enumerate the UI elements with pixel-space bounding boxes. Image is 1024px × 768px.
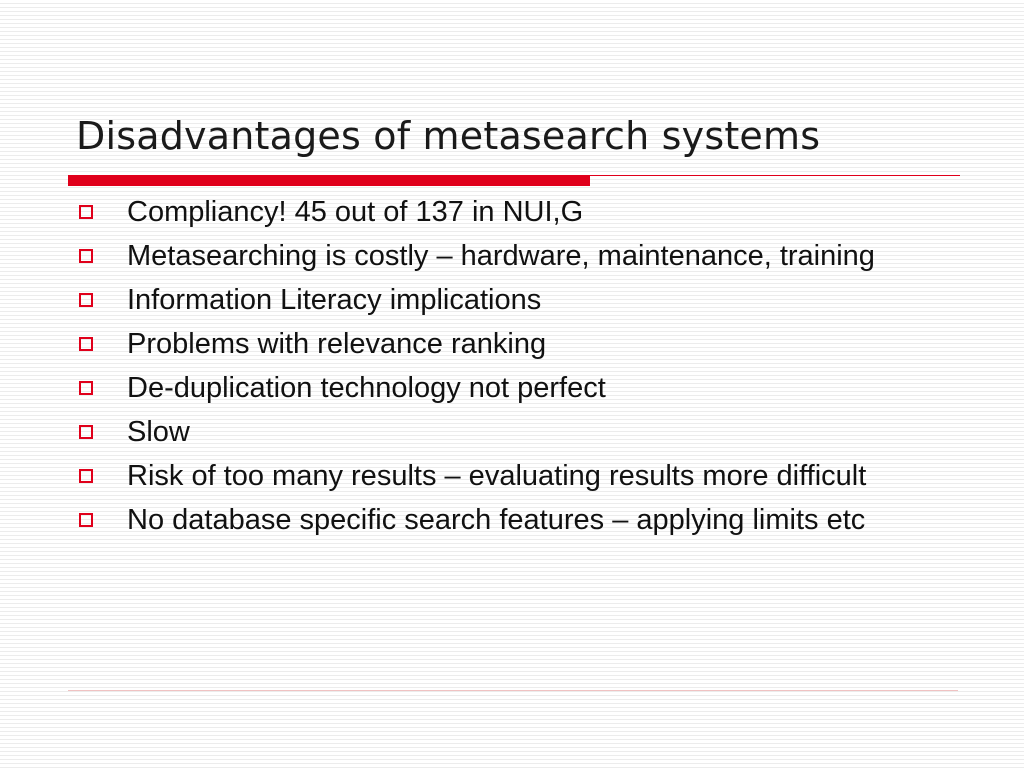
bullet-text: Risk of too many results – evaluating results more difficult [127,460,867,492]
bullet-list [78,196,958,548]
hollow-square-icon [79,469,93,483]
hollow-square-icon [79,205,93,219]
bullet-text: No database specific search features – applying limits etc [127,504,866,536]
bullet-item [78,196,958,229]
bullet-text: Metasearching is costly – hardware, maintenance, training [127,240,875,272]
bullet-text: Problems with relevance ranking [127,328,547,360]
footer-divider [68,690,958,691]
hollow-square-icon [79,513,93,527]
hollow-square-icon [79,293,93,307]
bullet-text: De-duplication technology not perfect [127,372,606,404]
hollow-square-icon [79,337,93,351]
bullet-item [78,328,958,361]
bullet-text: Slow [127,416,190,448]
hollow-square-icon [79,249,93,263]
bullet-item [78,504,958,537]
hollow-square-icon [79,381,93,395]
bullet-text: Compliancy! 45 out of 137 in NUI,G [127,196,584,228]
title-underline-thin [590,175,960,176]
bullet-text: Information Literacy implications [127,284,542,316]
slide-title: Disadvantages of metasearch systems [76,114,821,158]
title-underline-thick [68,175,590,186]
bullet-item [78,372,958,405]
bullet-item [78,460,958,493]
bullet-item [78,240,958,273]
bullet-item [78,284,958,317]
hollow-square-icon [79,425,93,439]
bullet-item [78,416,958,449]
